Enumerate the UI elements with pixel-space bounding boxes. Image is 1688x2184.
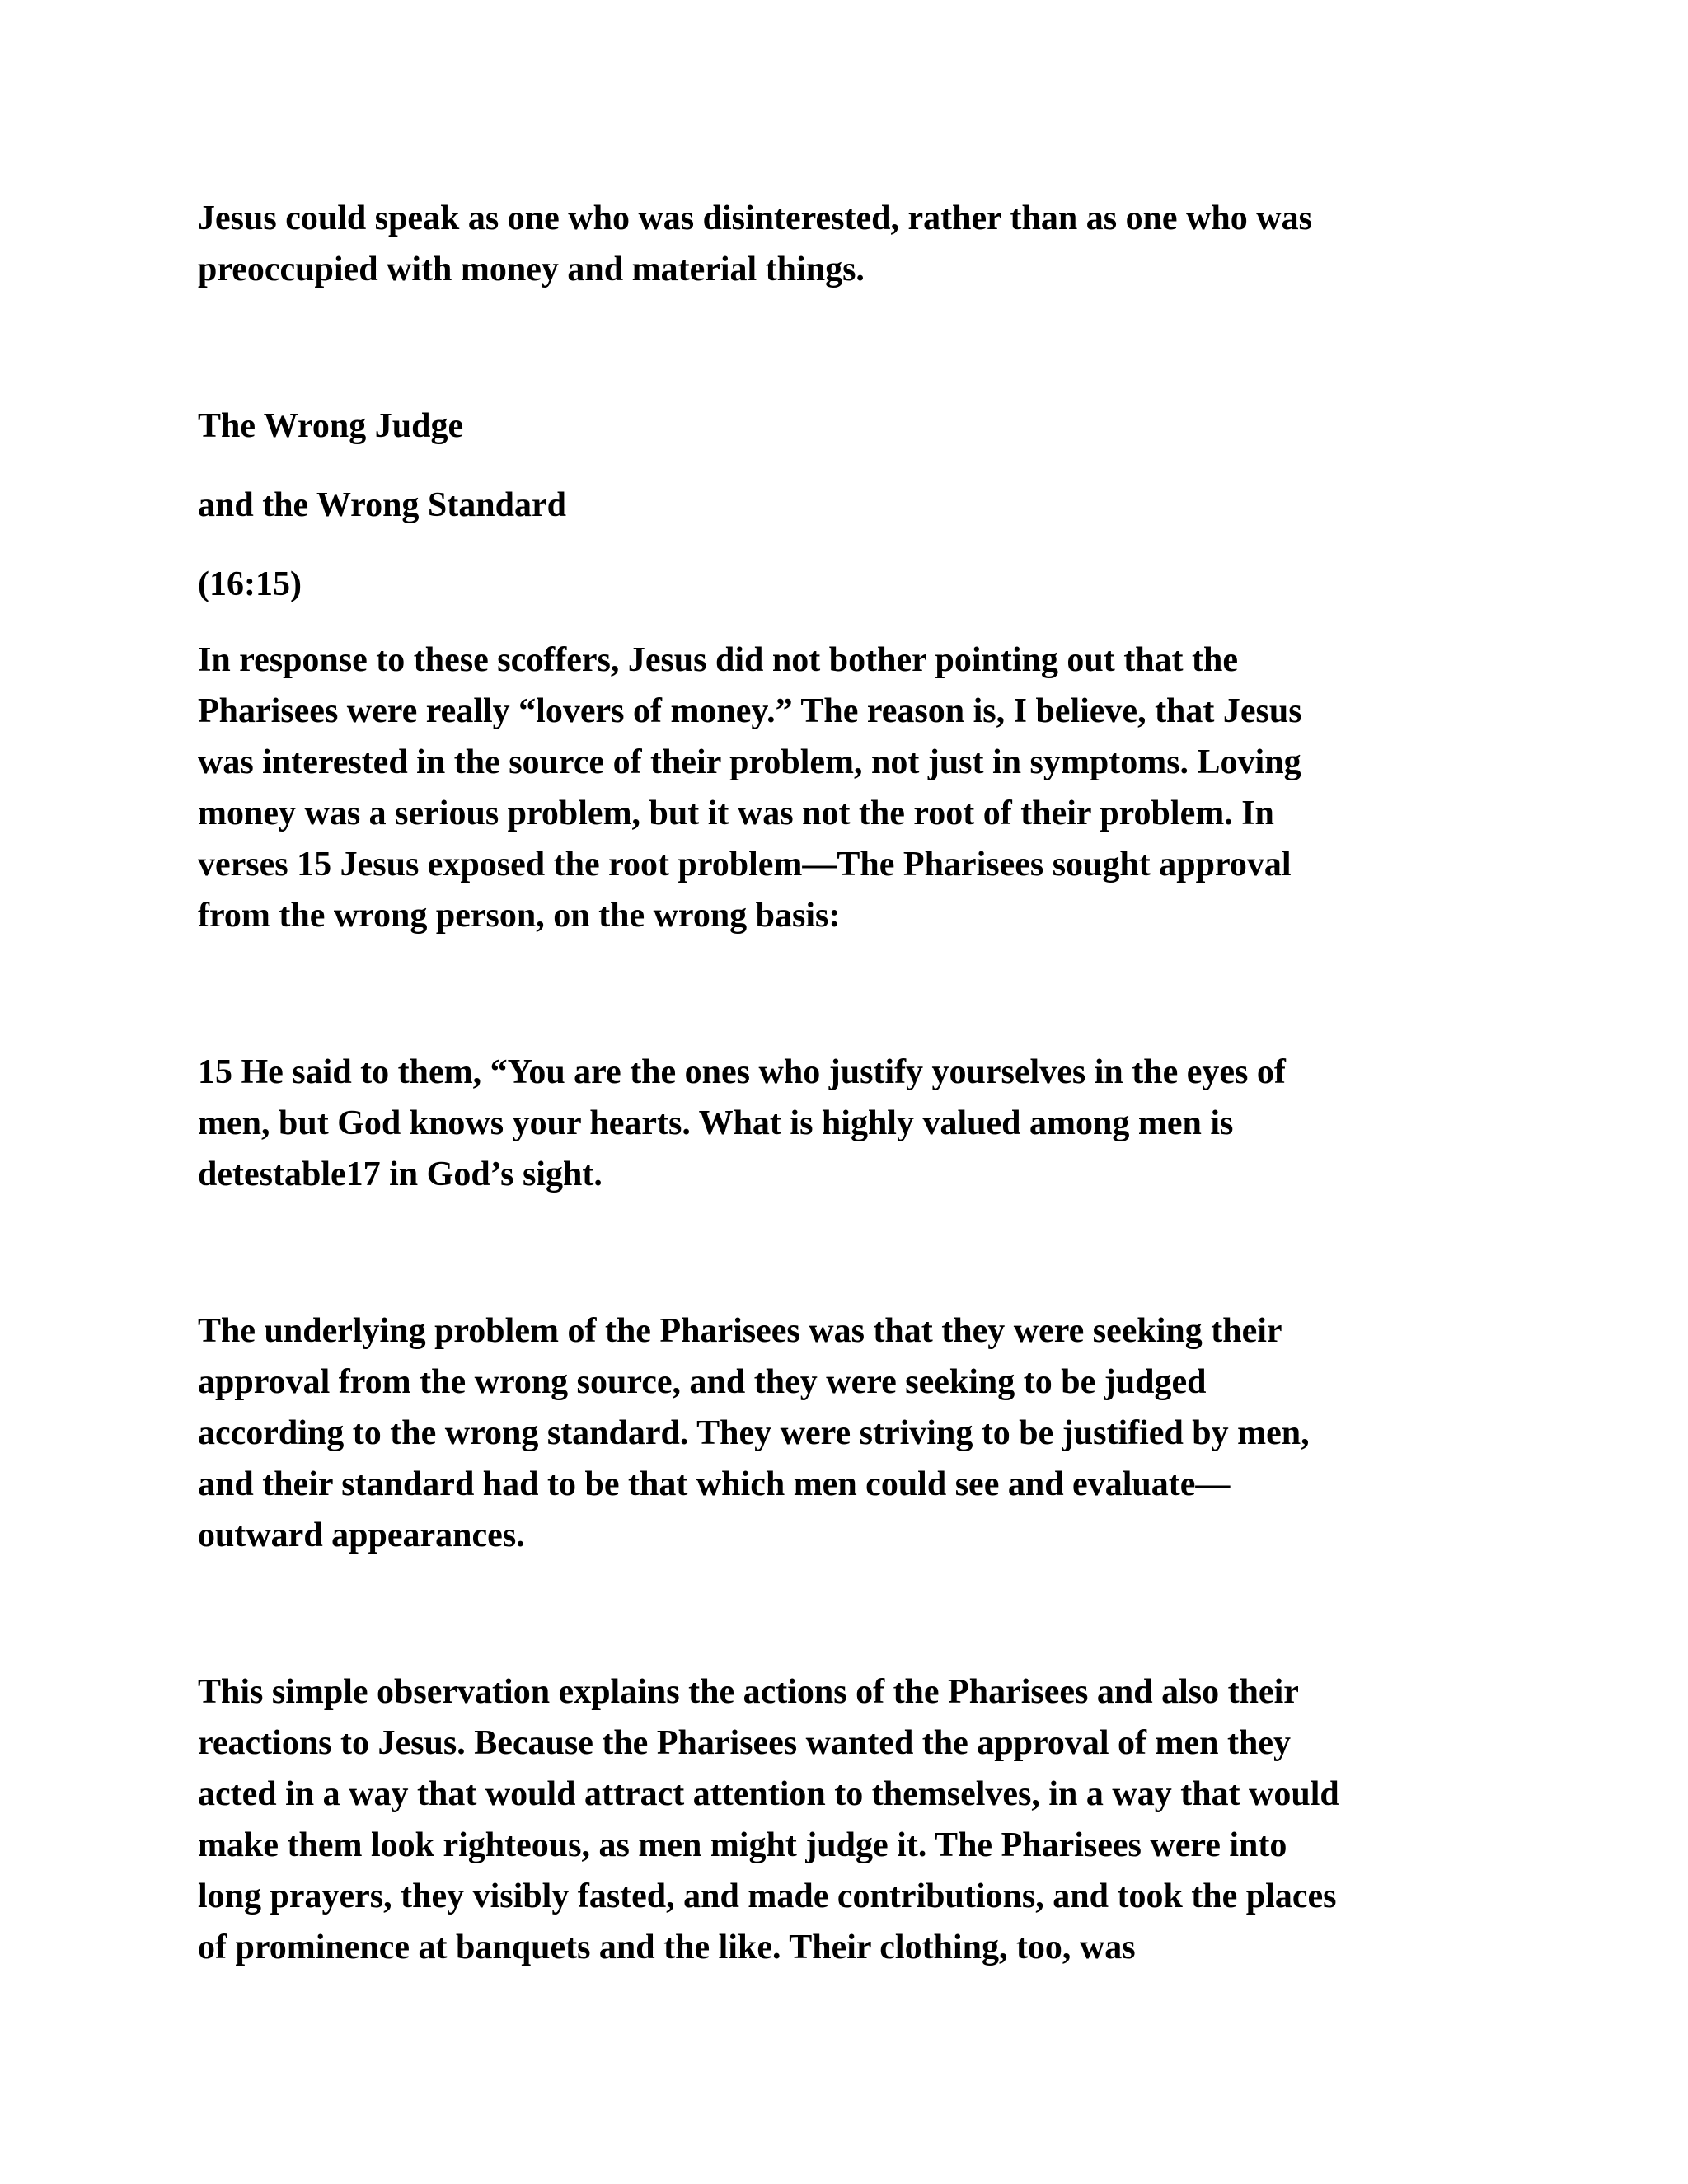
paragraph-3-line-5: outward appearances.: [198, 1516, 525, 1554]
paragraph-2-line-2: Pharisees were really “lovers of money.” The reason is, I believe, that Jesus: [198, 692, 1302, 730]
paragraph-4-line-2: reactions to Jesus. Because the Pharisees wanted the approval of men they: [198, 1724, 1292, 1762]
paragraph-2-line-3: was interested in the source of their problem, not just in symptoms. Loving: [198, 743, 1301, 781]
section-heading-reference: (16:15): [198, 565, 302, 603]
paragraph-4-line-5: long prayers, they visibly fasted, and made contributions, and took the places: [198, 1877, 1337, 1915]
paragraph-4-line-1: This simple observation explains the actions of the Pharisees and also their: [198, 1673, 1299, 1711]
section-heading-line-2: and the Wrong Standard: [198, 486, 566, 524]
paragraph-4-line-6: of prominence at banquets and the like. Their clothing, too, was: [198, 1929, 1136, 1966]
paragraph-1-line-1: Jesus could speak as one who was disinterested, rather than as one who was: [198, 199, 1312, 237]
paragraph-2-line-5: verses 15 Jesus exposed the root problem—The Pharisees sought approval: [198, 846, 1292, 883]
paragraph-2-line-4: money was a serious problem, but it was not the root of their problem. In: [198, 794, 1274, 832]
paragraph-3-line-3: according to the wrong standard. They were striving to be justified by men,: [198, 1414, 1310, 1452]
paragraph-3-line-1: The underlying problem of the Pharisees was that they were seeking their: [198, 1312, 1282, 1350]
paragraph-4-line-3: acted in a way that would attract attention to themselves, in a way that would: [198, 1775, 1339, 1813]
paragraph-2-line-6: from the wrong person, on the wrong basis:: [198, 897, 841, 935]
scripture-quote-line-1: 15 He said to them, “You are the ones who justify yourselves in the eyes of: [198, 1053, 1286, 1091]
paragraph-3-line-2: approval from the wrong source, and they were seeking to be judged: [198, 1363, 1207, 1401]
paragraph-4-line-4: make them look righteous, as men might judge it. The Pharisees were into: [198, 1826, 1287, 1864]
section-heading-line-1: The Wrong Judge: [198, 407, 464, 445]
paragraph-3-line-4: and their standard had to be that which men could see and evaluate—: [198, 1465, 1231, 1503]
paragraph-2-line-1: In response to these scoffers, Jesus did not bother pointing out that the: [198, 641, 1239, 679]
paragraph-1-line-2: preoccupied with money and material things.: [198, 251, 865, 288]
scripture-quote-line-2: men, but God knows your hearts. What is highly valued among men is: [198, 1104, 1234, 1142]
scripture-quote-line-3: detestable17 in God’s sight.: [198, 1155, 603, 1193]
